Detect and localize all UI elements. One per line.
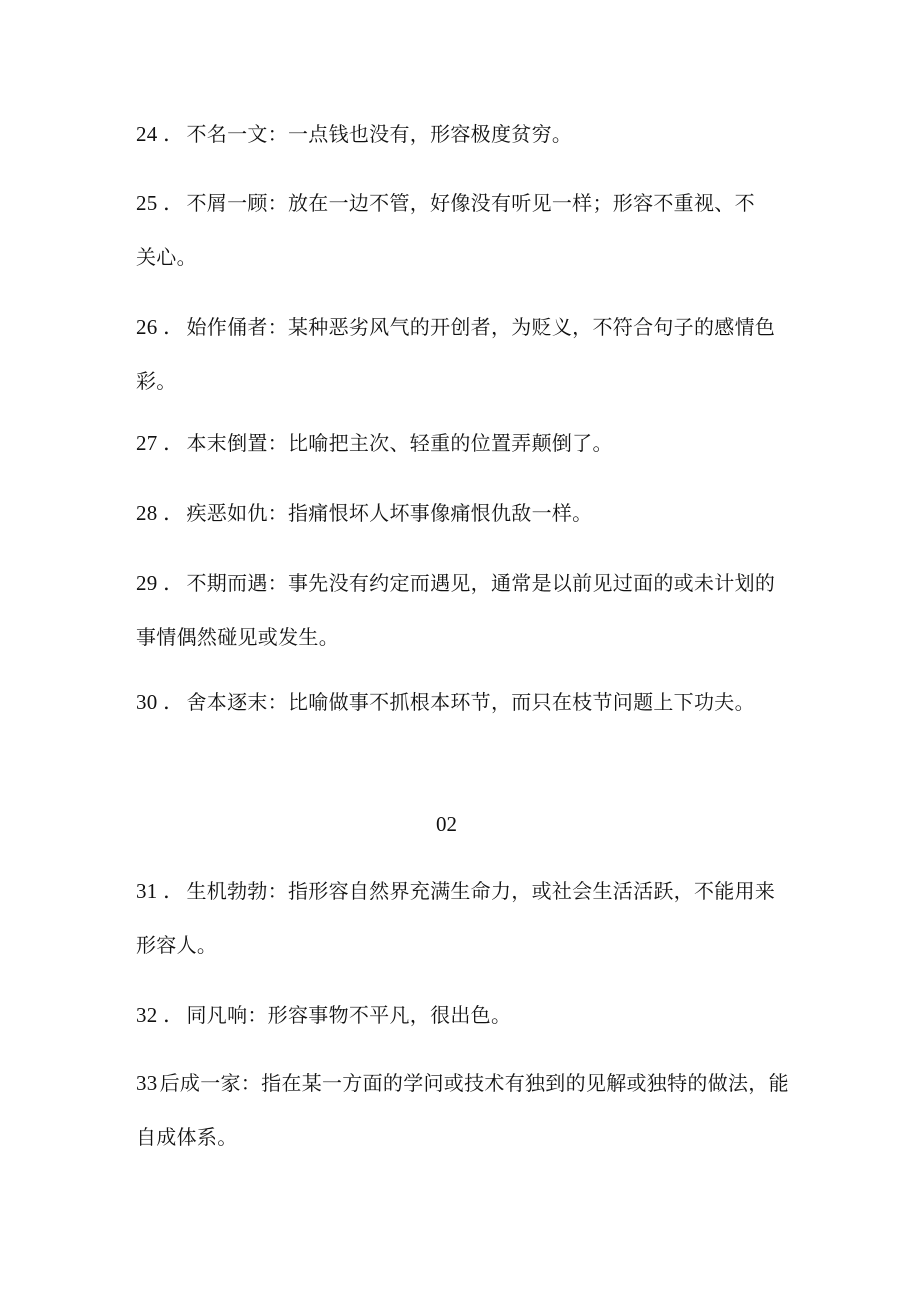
entry-24 xyxy=(136,107,796,161)
entry-text: 疾恶如仇：指痛恨坏人坏事像痛恨仇敌一样。 xyxy=(186,501,593,525)
entry-number: 33 xyxy=(136,1071,158,1095)
entry-separator: ． xyxy=(157,690,185,714)
entry-25 xyxy=(136,176,764,284)
entry-number: 28 xyxy=(136,501,158,525)
entry-29 xyxy=(136,556,776,664)
entry-separator: ． xyxy=(157,571,185,595)
entry-separator: ． xyxy=(157,1003,185,1027)
entry-separator: ． xyxy=(157,879,185,903)
entry-32 xyxy=(136,988,796,1042)
entry-text: 舍本逐末：比喻做事不抓根本环节，而只在枝节问题上下功夫。 xyxy=(186,690,755,714)
section-label: 02 xyxy=(436,812,457,836)
entry-30 xyxy=(136,675,756,729)
entry-text: 不期而遇：事先没有约定而遇见，通常是以前见过面的或未计划的事情偶然碰见或发生。 xyxy=(136,571,776,649)
entry-separator: ． xyxy=(157,501,185,525)
entry-number: 30 xyxy=(136,690,158,714)
entry-number: 25 xyxy=(136,191,158,215)
entry-separator: ． xyxy=(157,122,185,146)
entry-27 xyxy=(136,416,796,470)
entry-text: 后成一家：指在某一方面的学问或技术有独到的见解或独特的做法，能自成体系。 xyxy=(136,1071,789,1149)
entry-number: 27 xyxy=(136,431,158,455)
entry-text: 不屑一顾：放在一边不管，好像没有听见一样；形容不重视、不关心。 xyxy=(136,191,755,269)
entry-separator: ． xyxy=(157,431,185,455)
entry-separator: ． xyxy=(157,191,185,215)
entry-number: 32 xyxy=(136,1003,158,1027)
entry-text: 不名一文：一点钱也没有，形容极度贫穷。 xyxy=(186,122,573,146)
entry-31 xyxy=(136,864,776,972)
entry-number: 26 xyxy=(136,315,158,339)
entry-separator: ． xyxy=(157,315,185,339)
entry-33 xyxy=(136,1056,796,1164)
entry-text: 生机勃勃：指形容自然界充满生命力，或社会生活活跃，不能用来形容人。 xyxy=(136,879,776,957)
entry-28 xyxy=(136,486,796,540)
entry-number: 31 xyxy=(136,879,158,903)
entry-number: 29 xyxy=(136,571,158,595)
entry-26 xyxy=(136,300,776,408)
entry-text: 同凡响：形容事物不平凡，很出色。 xyxy=(186,1003,512,1027)
entry-text: 本末倒置：比喻把主次、轻重的位置弄颠倒了。 xyxy=(186,431,613,455)
entry-text: 始作俑者：某种恶劣风气的开创者，为贬义，不符合句子的感情色彩。 xyxy=(136,315,776,393)
entry-number: 24 xyxy=(136,122,158,146)
